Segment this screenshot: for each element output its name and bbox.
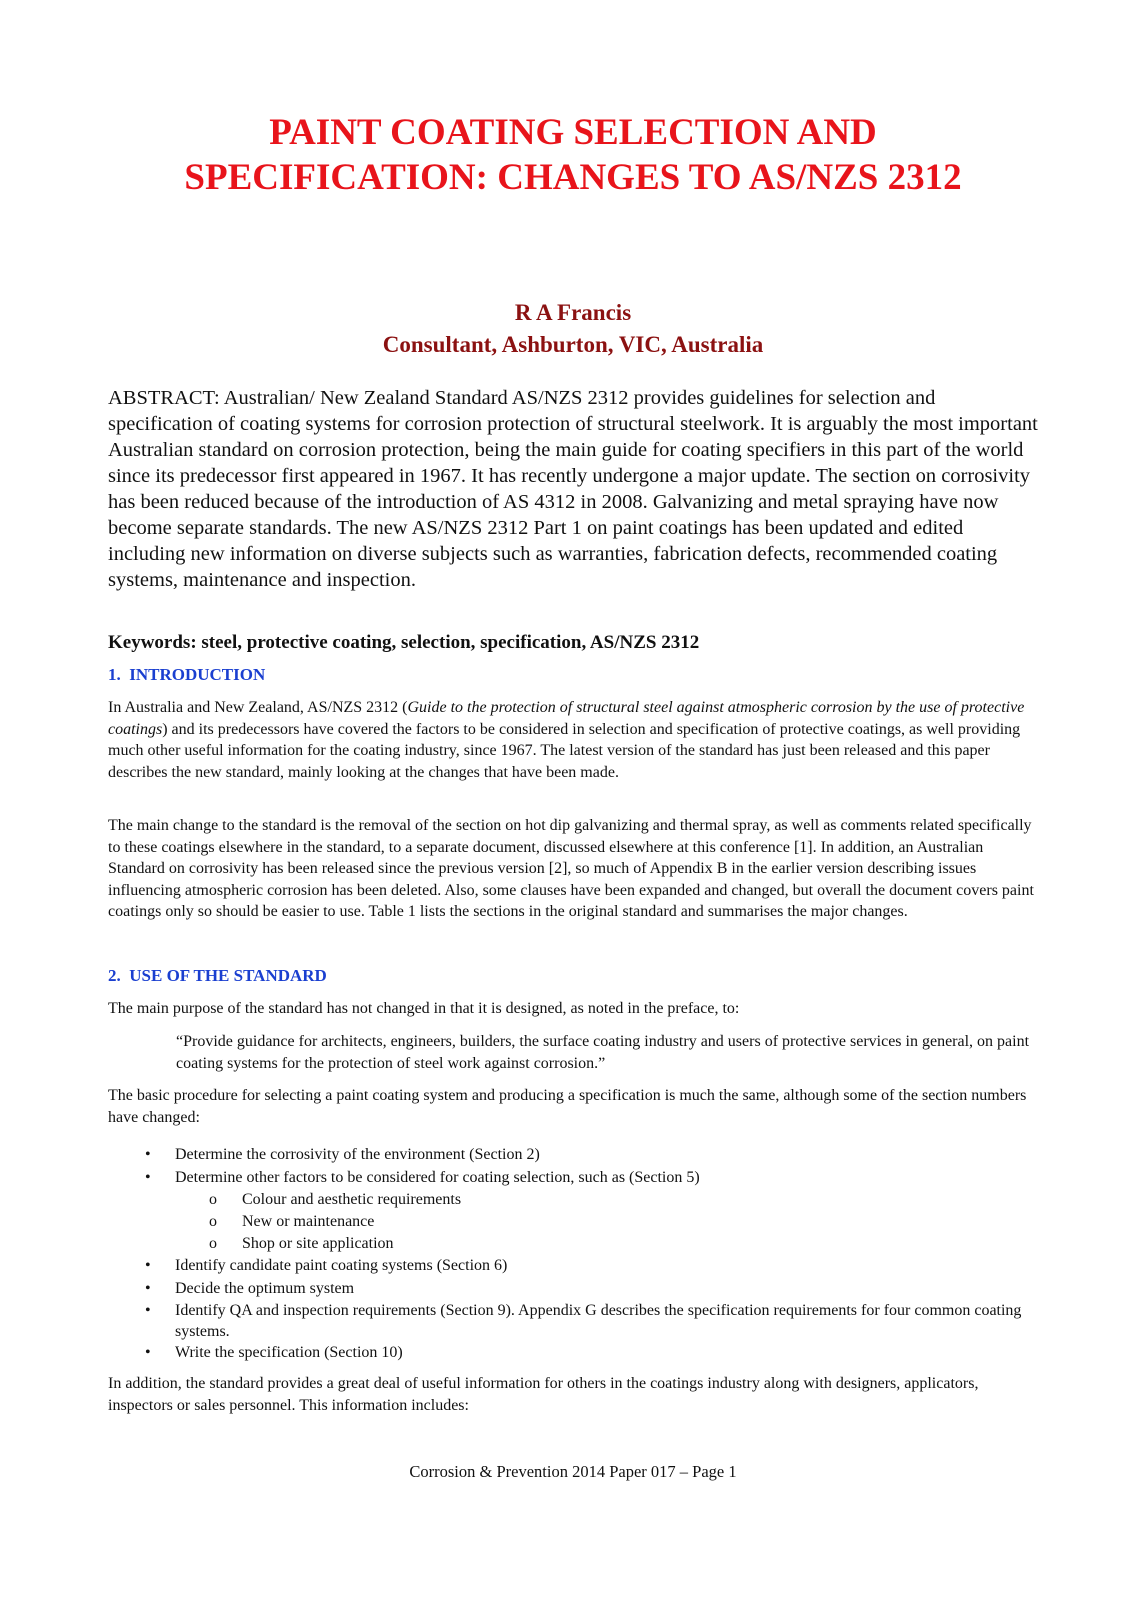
bullet-icon: •: [145, 1257, 151, 1274]
list-item: [108, 1300, 1038, 1342]
section-2-paragraph-1: The main purpose of the standard has not changed in that it is designed, as noted in the preface, to:: [108, 1000, 740, 1017]
sub-list-item-text: New or maintenance: [242, 1213, 375, 1230]
procedure-list: [108, 1144, 1038, 1365]
list-item: [108, 1342, 1038, 1365]
p1-start: In Australia and New Zealand, AS/NZS 2312 (: [108, 699, 408, 716]
sub-list-item: [175, 1233, 1038, 1255]
title-line-1: PAINT COATING SELECTION AND: [269, 112, 877, 153]
keywords: Keywords: steel, protective coating, selection, specification, AS/NZS 2312: [108, 632, 700, 653]
standard-full-title: Guide to the protection of structural steel against atmospheric corrosion by the use of protective coatings: [108, 699, 1025, 738]
section-2-heading: 2. USE OF THE STANDARD: [108, 966, 327, 985]
list-item-text: Determine other factors to be considered for coating selection, such as (Section 5): [175, 1168, 700, 1186]
circle-bullet-icon: o: [209, 1191, 217, 1208]
circle-bullet-icon: o: [209, 1235, 217, 1252]
abstract: ABSTRACT: Australian/ New Zealand Standard AS/NZS 2312 provides guidelines for selection and specification of coating systems for corrosion protection of structural steelwork. It is arguably the most important Australian standard on corrosion protection, being the main guide for coating specifiers in this part of the world since its predecessor first appeared in 1967. It has recently undergone a major update. The section on corrosivity has been reduced because of the introduction of AS 4312 in 2008. Galvanizing and metal spraying have now become separate standards. The new AS/NZS 2312 Part 1 on paint coatings has been updated and edited including new information on diverse subjects such as warranties, fabrication defects, recommended coating systems, maintenance and inspection.: [108, 387, 1038, 591]
list-item: [108, 1167, 1038, 1256]
list-item: [108, 1255, 1038, 1278]
list-item-text: Identify QA and inspection requirements (Section 9). Appendix G describes the specification requirements for four common coating systems.: [175, 1302, 1022, 1340]
section-1-heading: 1. INTRODUCTION: [108, 665, 266, 684]
list-item: [108, 1278, 1038, 1301]
title-line-2: SPECIFICATION: CHANGES TO AS/NZS 2312: [184, 157, 962, 198]
preface-quote: “Provide guidance for architects, engineers, builders, the surface coating industry and users of protective services in general, on paint coating systems for the protection of steel work against corrosion.”: [176, 1033, 1030, 1072]
bullet-icon: •: [145, 1344, 151, 1361]
author-affiliation: Consultant, Ashburton, VIC, Australia: [382, 332, 764, 357]
bullet-icon: •: [145, 1302, 151, 1319]
section-1-paragraph-1: [108, 697, 1038, 783]
p1-end: ) and its predecessors have covered the factors to be considered in selection and specification of protective coatings, as well providing much other useful information for the coating industry, since 1967. The latest version of the standard has just been released and this paper describes the new standard, mainly looking at the changes that have been made.: [108, 720, 1021, 781]
sub-list-item-text: Colour and aesthetic requirements: [242, 1191, 462, 1208]
author-name: R A Francis: [514, 300, 632, 325]
section-2-paragraph-2: The basic procedure for selecting a paint coating system and producing a specification is much the same, although some of the section numbers have changed:: [108, 1087, 1027, 1126]
section-2-paragraph-3: In addition, the standard provides a great deal of useful information for others in the coatings industry along with designers, applicators, inspectors or sales personnel. This information includes:: [108, 1375, 979, 1414]
bullet-icon: •: [145, 1168, 151, 1186]
sub-list: [175, 1189, 1038, 1255]
list-item-text: Decide the optimum system: [175, 1279, 355, 1297]
sub-list-item-text: Shop or site application: [242, 1235, 394, 1252]
list-item-text: Determine the corrosivity of the environment (Section 2): [175, 1146, 540, 1163]
sub-list-item: [175, 1211, 1038, 1233]
bullet-icon: •: [145, 1146, 151, 1163]
section-1-paragraph-2: The main change to the standard is the removal of the section on hot dip galvanizing and thermal spray, as well as comments related specifically to these coatings elsewhere in the standard, to a separate document, discussed elsewhere at this conference [1]. In addition, an Australian Standard on corrosivity has been released since the previous version [2], so much of Appendix B in the earlier version describing issues influencing atmospheric corrosion has been deleted. Also, some clauses have been expanded and changed, but overall the document covers paint coatings only so should be easier to use. Table 1 lists the sections in the original standard and summarises the major changes.: [108, 817, 1034, 920]
sub-list-item: [175, 1189, 1038, 1211]
list-item: [108, 1144, 1038, 1167]
page-footer: Corrosion & Prevention 2014 Paper 017 – Page 1: [409, 1462, 737, 1481]
list-item-text: Write the specification (Section 10): [175, 1344, 403, 1361]
author-block: [108, 297, 1038, 361]
circle-bullet-icon: o: [209, 1213, 217, 1230]
bullet-icon: •: [145, 1279, 151, 1297]
paper-title: [108, 110, 1038, 200]
list-item-text: Identify candidate paint coating systems (Section 6): [175, 1257, 508, 1274]
